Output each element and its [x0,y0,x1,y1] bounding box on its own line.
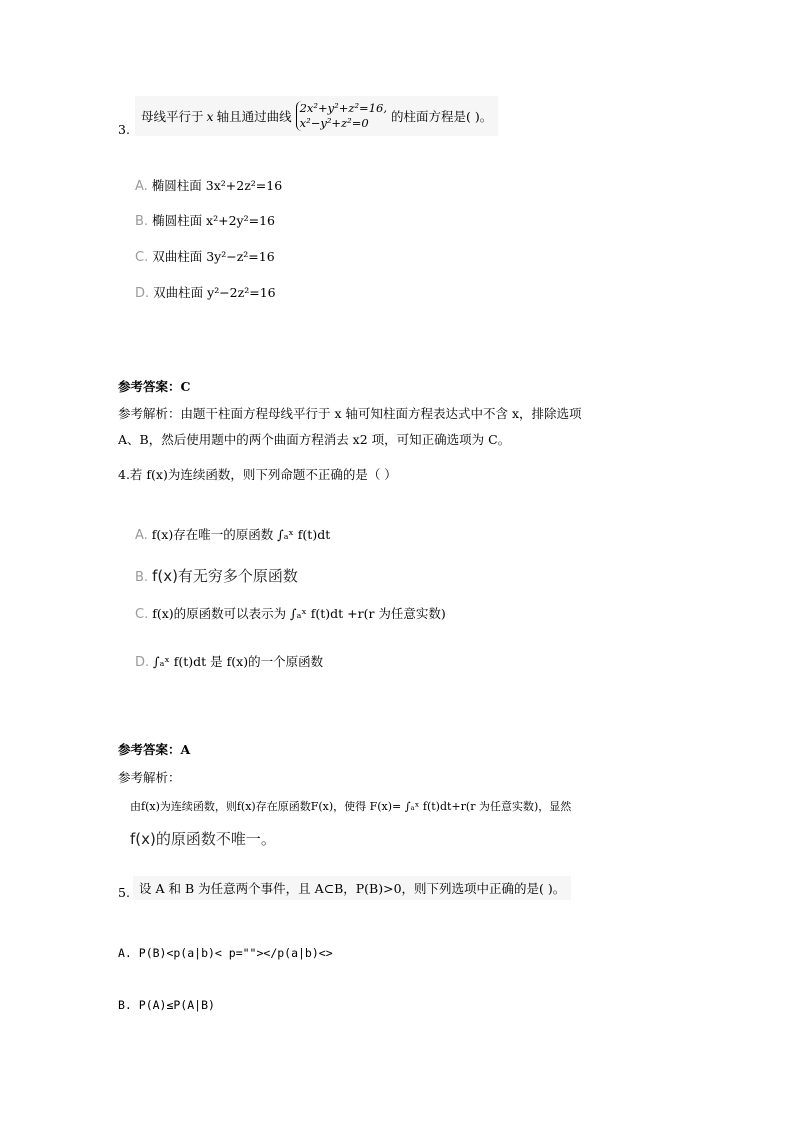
option-text: 双曲柱面 y²−2z²=16 [153,285,276,300]
q3-analysis-line2: A、B，然后使用题中的两个曲面方程消去 x2 项，可知正确选项为 C。 [118,432,511,447]
option-text: 椭圆柱面 3x²+2z²=16 [151,178,283,193]
q3-stem-var: x [206,108,214,124]
q4-option-a[interactable] [135,525,330,543]
option-letter: C. [135,607,149,622]
q3-stem-suffix: 的柱面方程是( )。 [390,109,493,124]
option-text: f(x)存在唯一的原函数 ∫ₐˣ f(t)dt [151,527,331,542]
q4-analysis-formula: 由f(x)为连续函数，则f(x)存在原函数F(x)，使得 F(x)= ∫ₐˣ f(t)dt+r(r 为任意实数)，显然 [130,800,572,813]
option-text: 椭圆柱面 x²+2y²=16 [152,213,275,228]
q3-option-b[interactable] [135,211,275,229]
q3-eq1: 2x²+y²+z²=16, [299,101,387,115]
q3-answer: 参考答案：C [118,379,191,394]
q3-option-d[interactable] [135,283,276,301]
q5-stem: 设 A 和 B 为任意两个事件，且 A⊂B，P(B)>0，则下列选项中正确的是( )。 [133,876,571,900]
q5-option-a[interactable]: A. P(B)<p(a|b)< p=""></p(a|b)<> [118,946,333,960]
q4-analysis-label: 参考解析： [118,770,181,785]
option-letter: A. [135,528,148,543]
q4-analysis-line2: f(x)的原函数不唯一。 [130,830,276,848]
option-letter: D. [135,655,150,670]
option-letter: D. [135,286,150,301]
q4-option-d[interactable] [135,652,323,670]
q3-stem-mid: 轴且通过曲线 [216,109,292,124]
option-text: f(x)的原函数可以表示为 ∫ₐˣ f(t)dt +r(r 为任意实数) [152,606,446,621]
q4-answer: 参考答案：A [118,742,191,757]
q3-stem [135,96,498,136]
option-letter: B. [135,214,149,229]
option-letter: C. [135,250,149,265]
option-text: 双曲柱面 3y²−z²=16 [152,249,275,264]
q3-analysis-line1: 参考解析：由题干柱面方程母线平行于 x 轴可知柱面方程表达式中不含 x，排除选项 [118,406,582,421]
q3-eq2: x²−y²+z²=0 [299,116,369,130]
q5-number: 5. [118,885,130,900]
q3-option-a[interactable] [135,176,282,194]
q4-stem: 4.若 f(x)为连续函数，则下列命题不正确的是（ ） [118,467,397,482]
q5-option-b[interactable]: B. P(A)≤P(A|B) [118,998,215,1012]
q4-option-b[interactable] [135,565,298,586]
option-letter: B. [135,570,149,585]
q3-equation-system [296,101,387,131]
option-text: f(x)有无穷多个原函数 [152,567,298,585]
option-letter: A. [135,179,148,194]
q3-option-c[interactable] [135,247,275,265]
q4-option-c[interactable] [135,604,446,622]
q3-number: 3. [118,122,130,137]
option-text: ∫ₐˣ f(t)dt 是 f(x)的一个原函数 [153,654,324,669]
q3-stem-prefix: 母线平行于 [141,109,204,124]
